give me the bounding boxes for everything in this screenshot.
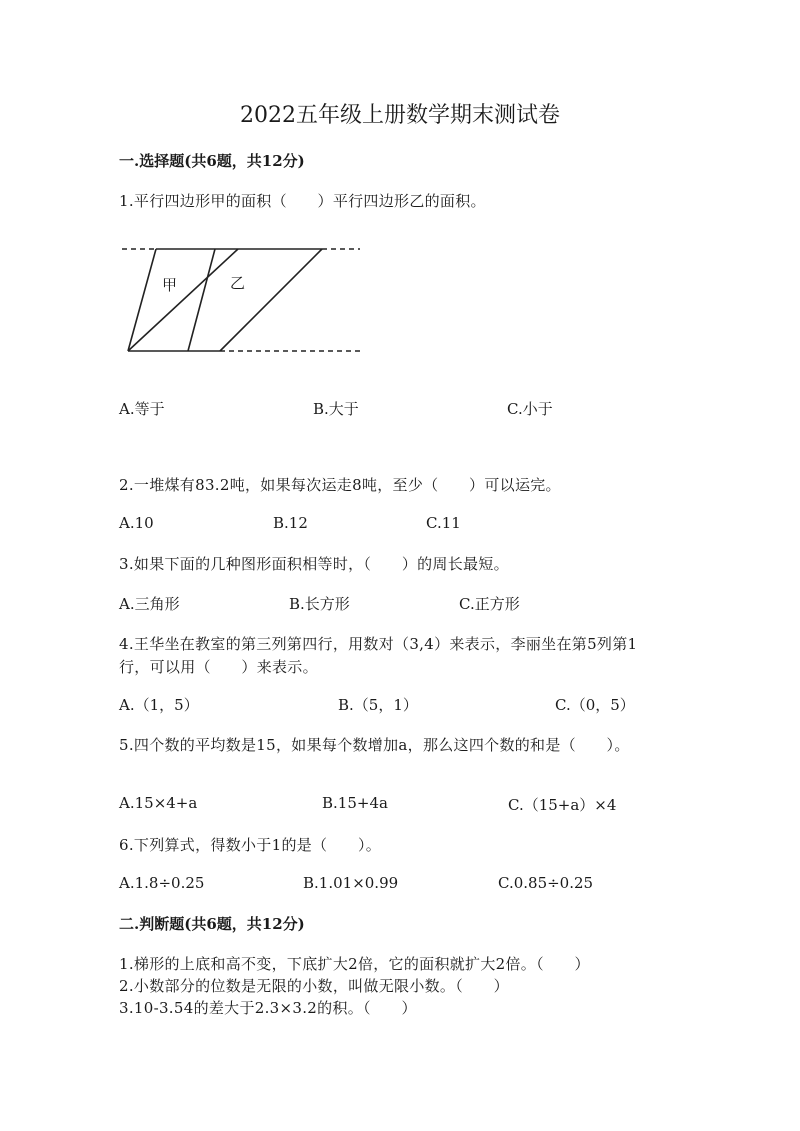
question-4-text-line1: 4.王华坐在教室的第三列第四行，用数对（3,4）来表示，李丽坐在第5列第1 bbox=[119, 635, 638, 653]
question-5-text: 5.四个数的平均数是15，如果每个数增加a，那么这四个数的和是（ ）。 bbox=[119, 736, 630, 754]
label-jia: 甲 bbox=[162, 276, 178, 294]
q1-option-b[interactable]: B.大于 bbox=[313, 400, 359, 418]
q3-option-b[interactable]: B.长方形 bbox=[289, 595, 350, 613]
q1-option-c[interactable]: C.小于 bbox=[507, 400, 553, 418]
page-title: 2022五年级上册数学期末测试卷 bbox=[240, 103, 560, 128]
section-heading-judgement: 二.判断题(共6题，共12分) bbox=[119, 915, 305, 933]
q2-option-a[interactable]: A.10 bbox=[119, 514, 154, 532]
jia-right-edge bbox=[188, 249, 215, 351]
q5-option-a[interactable]: A.15×4+a bbox=[119, 794, 198, 812]
judgement-question-3: 3.10-3.54的差大于2.3×3.2的积。（ ） bbox=[119, 999, 417, 1017]
q2-option-c[interactable]: C.11 bbox=[426, 514, 461, 532]
parallelogram-figure bbox=[120, 244, 370, 360]
question-4-text-line2: 行，可以用（ ）来表示。 bbox=[119, 658, 318, 676]
question-2-text: 2.一堆煤有83.2吨，如果每次运走8吨，至少（ ）可以运完。 bbox=[119, 476, 561, 494]
q6-option-b[interactable]: B.1.01×0.99 bbox=[303, 874, 399, 892]
q6-option-c[interactable]: C.0.85÷0.25 bbox=[498, 874, 594, 892]
label-yi: 乙 bbox=[230, 274, 246, 292]
q3-option-c[interactable]: C.正方形 bbox=[459, 595, 520, 613]
q4-option-a[interactable]: A.（1，5） bbox=[119, 696, 199, 714]
yi-left-edge bbox=[128, 249, 238, 351]
section-heading-choice: 一.选择题(共6题，共12分) bbox=[119, 152, 305, 170]
q5-option-b[interactable]: B.15+4a bbox=[322, 794, 388, 812]
q4-option-c[interactable]: C.（0，5） bbox=[555, 696, 635, 714]
jia-left-edge bbox=[128, 249, 156, 351]
q5-option-c[interactable]: C.（15+a）×4 bbox=[508, 796, 617, 814]
q1-option-a[interactable]: A.等于 bbox=[119, 400, 165, 418]
q6-option-a[interactable]: A.1.8÷0.25 bbox=[119, 874, 205, 892]
question-3-text: 3.如果下面的几种图形面积相等时，（ ）的周长最短。 bbox=[119, 555, 509, 573]
judgement-question-2: 2.小数部分的位数是无限的小数，叫做无限小数。（ ） bbox=[119, 977, 509, 995]
q2-option-b[interactable]: B.12 bbox=[273, 514, 308, 532]
question-1-text: 1.平行四边形甲的面积（ ）平行四边形乙的面积。 bbox=[119, 192, 486, 210]
q4-option-b[interactable]: B.（5，1） bbox=[338, 696, 418, 714]
q3-option-a[interactable]: A.三角形 bbox=[119, 595, 180, 613]
yi-right-edge bbox=[220, 249, 322, 351]
question-6-text: 6.下列算式，得数小于1的是（ ）。 bbox=[119, 836, 382, 854]
judgement-question-1: 1.梯形的上底和高不变，下底扩大2倍，它的面积就扩大2倍。（ ） bbox=[119, 955, 590, 973]
